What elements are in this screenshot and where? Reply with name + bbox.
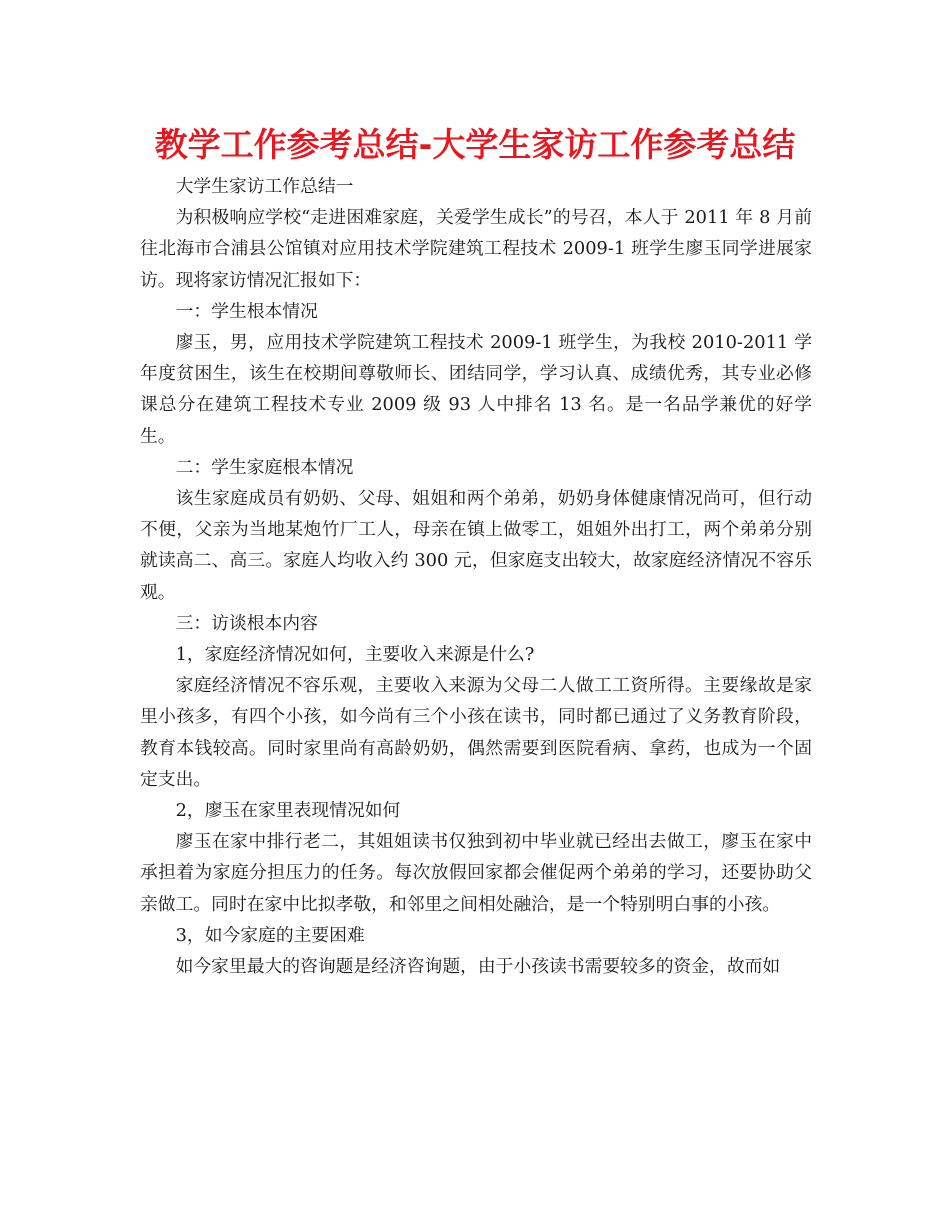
paragraph: 该生家庭成员有奶奶、父母、姐姐和两个弟弟，奶奶身体健康情况尚可，但行动不便，父亲为当地某炮竹厂工人，母亲在镇上做零工，姐姐外出打工，两个弟弟分别就读高二、高三。家庭人均收入约 300 元，但家庭支出较大，故家庭经济情况不容乐观。	[140, 488, 812, 603]
paragraph: 为积极响应学校“走进困难家庭，关爱学生成长”的号召，本人于 2011 年 8 月前往北海市合浦县公馆镇对应用技术学院建筑工程技术 2009-1 班学生廖玉同学进展家访。现将家访情况汇报如下：	[140, 207, 812, 291]
question-heading: 3，如今家庭的主要困难	[175, 924, 365, 946]
paragraph: 廖玉，男，应用技术学院建筑工程技术 2009-1 班学生，为我校 2010-2011 学年度贫困生，该生在校期间尊敬师长、团结同学，学习认真、成绩优秀，其专业必修课总分在建筑工程技术专业 2009 级 93 人中排名 13 名。是一名品学兼优的好学生。	[140, 332, 812, 447]
question-heading: 2，廖玉在家里表现情况如何	[175, 800, 401, 822]
paragraph: 家庭经济情况不容乐观，主要收入来源为父母二人做工工资所得。主要缘故是家里小孩多，有四个小孩，如今尚有三个小孩在读书，同时都已通过了义务教育阶段，教育本钱较高。同时家里尚有高龄奶奶，偶然需要到医院看病、拿药，也成为一个固定支出。	[140, 675, 812, 790]
section-heading: 二：学生家庭根本情况	[175, 456, 354, 478]
document-body	[140, 171, 812, 982]
document-title: 教学工作参考总结-大学生家访工作参考总结	[154, 125, 796, 164]
section-heading: 大学生家访工作总结一	[175, 176, 354, 197]
section-heading: 三：访谈根本内容	[175, 612, 318, 634]
paragraph: 如今家里最大的咨询题是经济咨询题，由于小孩读书需要较多的资金，故而如	[175, 956, 781, 978]
section-heading: 一：学生根本情况	[175, 300, 318, 322]
paragraph: 廖玉在家中排行老二，其姐姐读书仅独到初中毕业就已经出去做工，廖玉在家中承担着为家庭分担压力的任务。每次放假回家都会催促两个弟弟的学习，还要协助父亲做工。同时在家中比拟孝敬，和邻里之间相处融洽，是一个特别明白事的小孩。	[140, 831, 812, 915]
question-heading: 1，家庭经济情况如何，主要收入来源是什么?	[175, 644, 535, 666]
